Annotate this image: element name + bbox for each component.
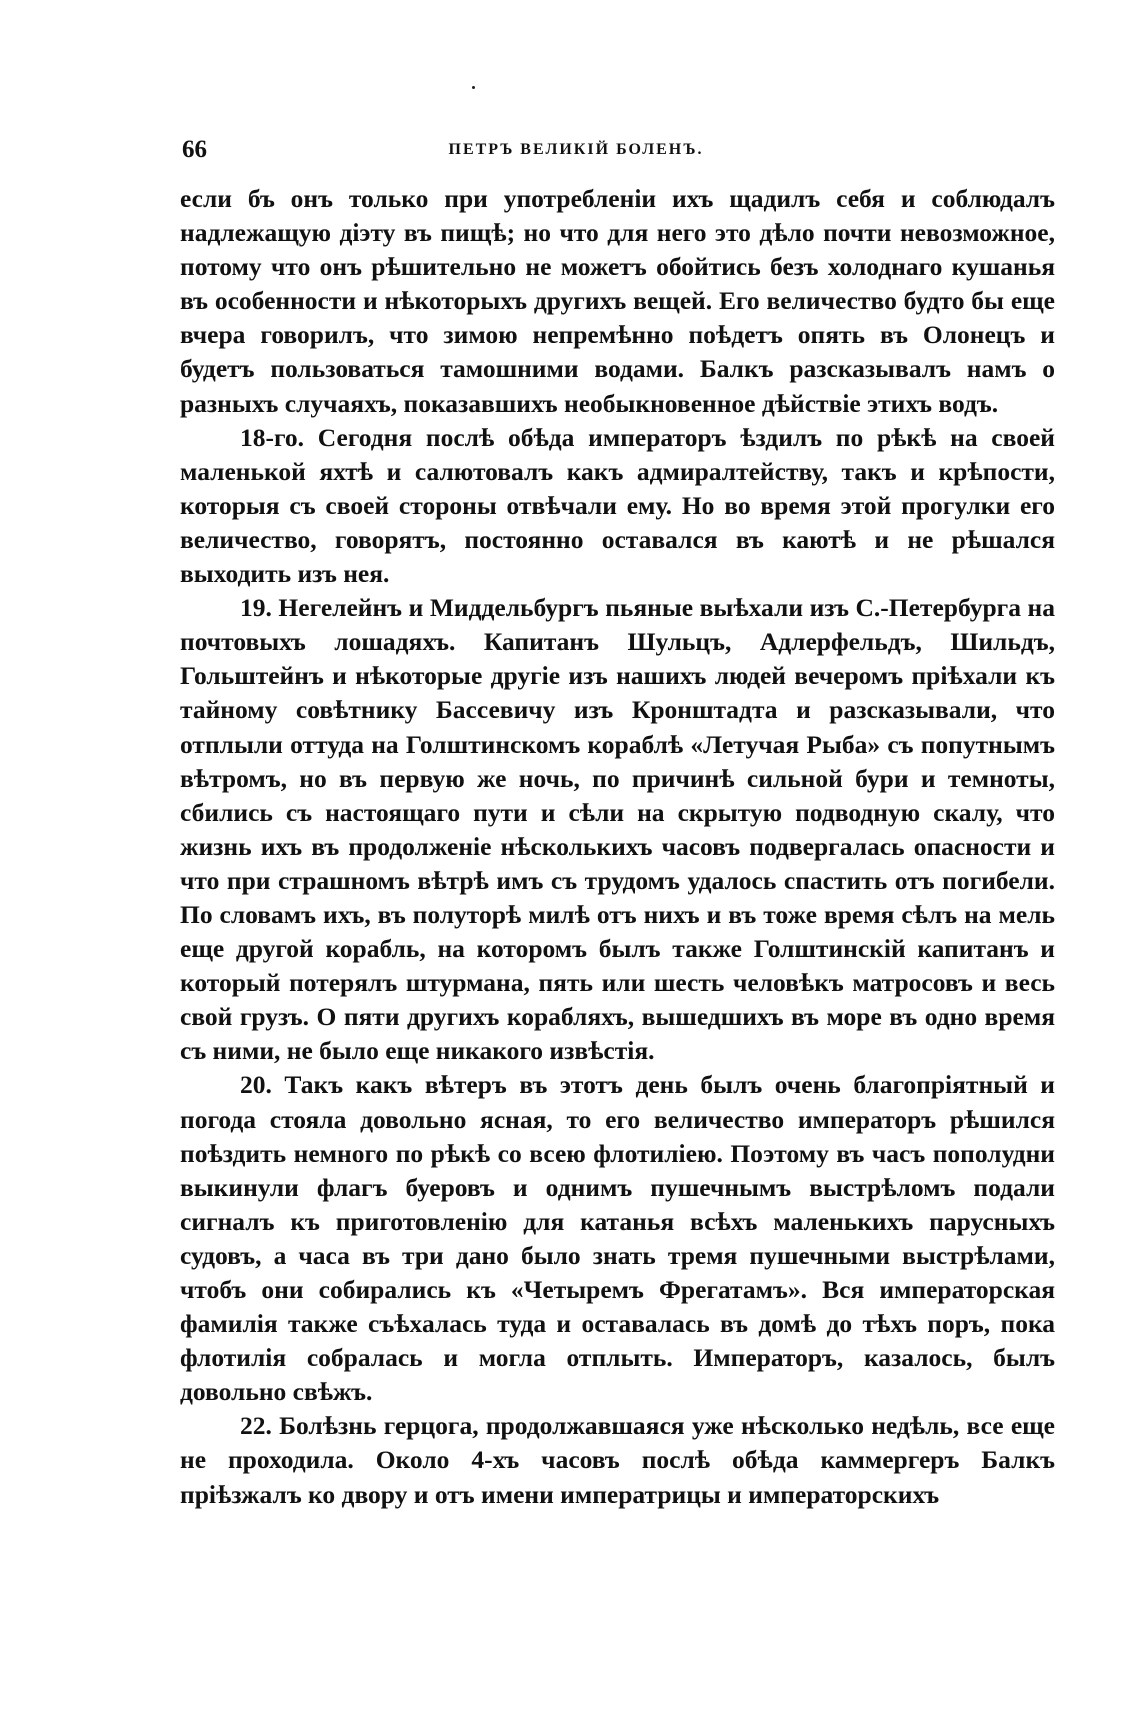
paragraph-continuation: если бъ онъ только при употребленіи ихъ щадилъ себя и соблюдалъ надлежащую діэту въ пищѣ; но что для него это дѣло почти невозможное, потому что онъ рѣшительно не можетъ обойтись безъ холоднаго кушанья въ особенности и нѣкоторыхъ другихъ вещей. Его величество будто бы еще вчера говорилъ, что зимою непремѣнно поѣдетъ опять въ Олонецъ и будетъ пользоваться тамошними водами. Балкъ разсказывалъ намъ о разныхъ случаяхъ, показавшихъ необыкновенное дѣйствіе этихъ водъ. — [180, 184, 1055, 418]
running-title: ПЕТРЪ ВЕЛИКІЙ БОЛЕНЪ. — [448, 141, 704, 158]
paragraph-entry-19: 19. Негелейнъ и Миддельбургъ пьяные выѣхали изъ С.-Петербурга на почтовыхъ лошадяхъ. Капитанъ Шульцъ, Адлерфельдъ, Шильдъ, Гольштейнъ и нѣкоторые другіе изъ нашихъ людей вечеромъ пріѣхали къ тайному совѣтнику Бассевичу изъ Кронштадта и разсказывали, что отплыли оттуда на Голштинскомъ кораблѣ «Летучая Рыба» съ попутнымъ вѣтромъ, но въ первую же ночь, по причинѣ сильной бури и темноты, сбились съ настоящаго пути и сѣли на скрытую подводную скалу, что жизнь ихъ въ продолженіе нѣсколькихъ часовъ подвергалась опасности и что при страшномъ вѣтрѣ имъ съ трудомъ удалось спастить отъ погибели. По словамъ ихъ, въ полуторѣ милѣ отъ нихъ и въ тоже время сѣлъ на мель еще другой корабль, на которомъ былъ также Голштинскій капитанъ и который потерялъ штурмана, пять или шесть человѣкъ матросовъ и весь свой грузъ. О пяти другихъ корабляхъ, вышедшихъ въ море въ одно время съ ними, не было еще никакого извѣстія. — [180, 593, 1055, 1066]
page-header — [182, 136, 970, 170]
body-text — [180, 182, 1055, 1512]
paragraph-entry-18: 18-го. Сегодня послѣ обѣда императоръ ѣздилъ по рѣкѣ на своей маленькой яхтѣ и салютовалъ какъ адмиралтейству, такъ и крѣпости, которыя съ своей стороны отвѣчали ему. Но во время этой прогулки его величество, говорятъ, постоянно оставался въ каютѣ и не рѣшался выходить изъ нея. — [180, 422, 1055, 589]
print-speck — [472, 86, 475, 89]
paragraph-entry-22: 22. Болѣзнь герцога, продолжавшаяся уже нѣсколько недѣль, все еще не проходила. Около 4-хъ часовъ послѣ обѣда каммергеръ Балкъ пріѣзжалъ ко двору и отъ имени императрицы и императорскихъ — [180, 1411, 1055, 1509]
paragraph-entry-20: 20. Такъ какъ вѣтеръ въ этотъ день былъ очень благопріятный и погода стояла довольно ясная, то его величество императоръ рѣшился поѣздить немного по рѣкѣ со всею флотиліею. Поэтому въ часъ пополудни выкинули флагъ буеровъ и однимъ пушечнымъ выстрѣломъ подали сигналъ къ приготовленію для катанья всѣхъ маленькихъ парусныхъ судовъ, а часа въ три дано было знать тремя пушечными выстрѣлами, чтобъ они собирались къ «Четыремъ Фрегатамъ». Вся императорская фамилія также съѣхалась туда и оставалась въ домѣ до тѣхъ поръ, пока флотилія собралась и могла отплыть. Императоръ, казалось, былъ довольно свѣжъ. — [180, 1070, 1055, 1407]
page-number: 66 — [182, 136, 207, 163]
